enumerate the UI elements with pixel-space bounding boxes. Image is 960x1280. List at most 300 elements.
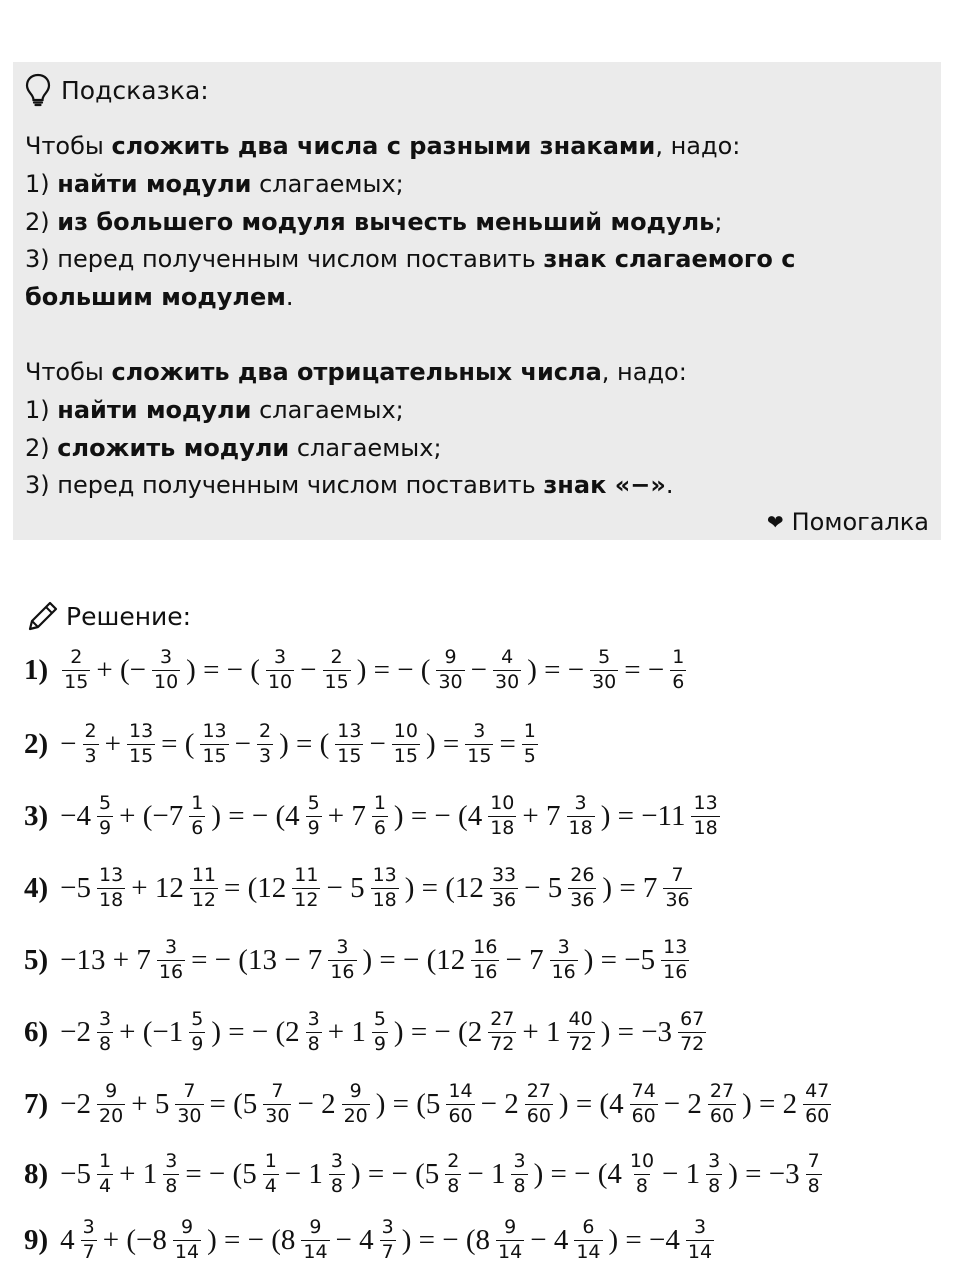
- fraction: [691, 794, 719, 839]
- numerator: 3: [165, 1150, 178, 1172]
- math-text: − 1: [467, 1157, 506, 1190]
- plain-text: , надо:: [601, 357, 687, 386]
- fraction: [97, 1082, 125, 1127]
- math-text: ) = − (4: [393, 799, 483, 832]
- math-text: = (5: [209, 1087, 258, 1120]
- solution-line: [24, 1218, 718, 1263]
- plain-text: слагаемых;: [251, 169, 404, 198]
- numerator: 3: [307, 1008, 320, 1030]
- denominator: 15: [64, 670, 89, 693]
- math-text: ) = 2: [742, 1087, 798, 1120]
- fraction: [257, 722, 273, 767]
- hint-title: Подсказка:: [61, 75, 209, 105]
- fraction: [372, 1010, 388, 1055]
- math-text: + (−1: [119, 1015, 184, 1048]
- fraction: [97, 866, 125, 911]
- denominator: 60: [805, 1104, 830, 1127]
- numerator: 1: [99, 1150, 112, 1172]
- denominator: 30: [438, 670, 463, 693]
- numerator: 3: [164, 936, 178, 958]
- numerator: 7: [271, 1080, 284, 1102]
- math-text: ) = −5: [583, 943, 656, 976]
- math-text: ) = − (2: [393, 1015, 483, 1048]
- denominator: 4: [99, 1174, 112, 1197]
- denominator: 15: [202, 744, 227, 767]
- fraction: [706, 1152, 722, 1197]
- line-number: 6): [24, 1015, 49, 1048]
- math-text: ) = − (8: [207, 1223, 296, 1256]
- denominator: 8: [635, 1174, 648, 1197]
- numerator: 9: [444, 646, 457, 668]
- fraction: [471, 938, 499, 983]
- math-text: ) = − (: [186, 653, 260, 686]
- line-number: 1): [24, 653, 49, 686]
- plain-text: , надо:: [655, 132, 741, 160]
- solution-line: [24, 648, 690, 693]
- math-text: =: [499, 727, 516, 760]
- fraction: [488, 1010, 516, 1055]
- fraction: [568, 866, 596, 911]
- math-text: −: [234, 727, 251, 760]
- fraction: [342, 1082, 370, 1127]
- math-text: ) = (4: [558, 1087, 624, 1120]
- brand-label: [767, 508, 929, 536]
- line-number: 3): [24, 799, 49, 832]
- numerator: 3: [708, 1150, 721, 1172]
- fraction: [329, 1152, 345, 1197]
- fraction: [173, 1218, 201, 1263]
- numerator: 13: [693, 792, 718, 814]
- denominator: 6: [672, 670, 685, 693]
- math-text: − 1: [662, 1157, 701, 1190]
- math-text: = − (13 − 7: [191, 943, 323, 976]
- math-text: − 2: [663, 1087, 702, 1120]
- rule-line: [25, 241, 929, 317]
- numerator: 2: [447, 1150, 460, 1172]
- math-text: ) = − (8: [401, 1223, 491, 1256]
- denominator: 72: [568, 1032, 593, 1055]
- denominator: 15: [337, 744, 362, 767]
- rule-negative-numbers: [25, 354, 929, 505]
- numerator: 1: [191, 792, 204, 814]
- math-text: ) = − (4: [211, 799, 300, 832]
- denominator: 20: [343, 1104, 368, 1127]
- fraction: [496, 1218, 524, 1263]
- plain-text: слагаемых;: [289, 433, 442, 462]
- math-text: −: [60, 727, 77, 760]
- fraction: [200, 722, 228, 767]
- solution-title: Решение:: [66, 601, 192, 631]
- math-text: = − (5: [185, 1157, 257, 1190]
- plain-text: 3) перед полученным числом поставить: [25, 471, 544, 500]
- fraction: [525, 1082, 553, 1127]
- solution-line: [24, 1082, 835, 1127]
- fraction: [97, 1152, 113, 1197]
- fraction: [446, 1082, 474, 1127]
- fraction: [306, 1010, 322, 1055]
- numerator: 13: [202, 720, 227, 742]
- denominator: 18: [693, 816, 718, 839]
- fraction: [301, 1218, 329, 1263]
- math-text: − 7: [505, 943, 544, 976]
- denominator: 16: [473, 960, 498, 983]
- numerator: 27: [490, 1008, 515, 1030]
- denominator: 16: [330, 960, 355, 983]
- solution-header: [26, 596, 191, 636]
- math-text: = −: [624, 653, 665, 686]
- numerator: 9: [180, 1216, 194, 1238]
- denominator: 5: [523, 744, 536, 767]
- numerator: 74: [631, 1080, 656, 1102]
- rule-line: [25, 430, 929, 468]
- brand-name: Помогалка: [791, 508, 929, 536]
- fraction: [323, 648, 351, 693]
- denominator: 8: [447, 1174, 460, 1197]
- fraction: [392, 722, 420, 767]
- bold-text: знак слагаемого с большим модулем: [25, 245, 796, 312]
- numerator: 13: [128, 720, 154, 742]
- numerator: 26: [570, 864, 595, 886]
- fraction: [663, 866, 691, 911]
- math-text: −5: [60, 1157, 92, 1190]
- numerator: 10: [393, 720, 418, 742]
- rule-line: [25, 204, 929, 242]
- rule-line: [25, 392, 929, 430]
- fraction: [445, 1152, 461, 1197]
- denominator: 30: [265, 1104, 290, 1127]
- numerator: 3: [330, 1150, 343, 1172]
- fraction: [189, 1010, 205, 1055]
- solution-line: [24, 938, 693, 983]
- plain-text: 2): [25, 207, 58, 236]
- fraction: [686, 1218, 714, 1263]
- fraction: [127, 722, 155, 767]
- bold-text: сложить два числа с разными знаками: [111, 132, 656, 160]
- numerator: 4: [501, 646, 514, 668]
- numerator: 6: [582, 1216, 595, 1238]
- fraction: [803, 1082, 831, 1127]
- math-text: −: [300, 653, 317, 686]
- bold-text: найти модули: [57, 395, 252, 424]
- rule-line: [25, 467, 929, 505]
- numerator: 9: [105, 1080, 118, 1102]
- hint-header: [25, 68, 929, 112]
- math-text: = (12: [224, 871, 287, 904]
- denominator: 72: [680, 1032, 705, 1055]
- math-text: +: [104, 727, 121, 760]
- numerator: 2: [330, 646, 343, 668]
- math-text: ) = −3: [728, 1157, 800, 1190]
- math-text: + 1: [522, 1015, 561, 1048]
- fraction: [708, 1082, 736, 1127]
- math-text: ) =: [425, 727, 460, 760]
- denominator: 4: [264, 1174, 277, 1197]
- denominator: 6: [373, 816, 386, 839]
- math-text: + 7: [327, 799, 366, 832]
- math-text: ) = −3: [600, 1015, 673, 1048]
- fraction: [306, 794, 322, 839]
- fraction: [81, 1218, 97, 1263]
- numerator: 3: [160, 646, 173, 668]
- bold-text: из большего модуля вычесть меньший модуль: [57, 207, 715, 236]
- numerator: 5: [307, 792, 320, 814]
- math-text: − 2: [480, 1087, 519, 1120]
- plain-text: 1): [25, 395, 58, 424]
- denominator: 8: [330, 1174, 343, 1197]
- numerator: 5: [598, 646, 611, 668]
- math-text: ) = (12: [404, 871, 484, 904]
- math-text: + 12: [131, 871, 184, 904]
- fraction: [152, 648, 180, 693]
- denominator: 15: [393, 744, 418, 767]
- numerator: 5: [99, 792, 112, 814]
- math-text: −: [369, 727, 386, 760]
- math-text: + (−8: [102, 1223, 167, 1256]
- denominator: 60: [631, 1104, 656, 1127]
- numerator: 7: [671, 864, 684, 886]
- numerator: 13: [337, 720, 362, 742]
- fraction: [371, 866, 399, 911]
- heart-icon: ❤: [766, 510, 784, 534]
- fraction: [189, 794, 205, 839]
- fraction: [97, 1010, 113, 1055]
- denominator: 30: [177, 1104, 202, 1127]
- bold-text: найти модули: [57, 169, 252, 198]
- numerator: 3: [513, 1150, 526, 1172]
- fraction: [157, 938, 185, 983]
- denominator: 3: [84, 744, 97, 767]
- numerator: 3: [574, 792, 587, 814]
- fraction: [522, 722, 538, 767]
- denominator: 20: [99, 1104, 124, 1127]
- plain-text: слагаемых;: [251, 395, 404, 424]
- numerator: 16: [473, 936, 498, 958]
- bold-text: знак «−»: [543, 471, 666, 500]
- math-text: −2: [60, 1015, 92, 1048]
- denominator: 9: [191, 1032, 204, 1055]
- plain-text: ;: [714, 207, 723, 236]
- bold-text: сложить модули: [57, 433, 290, 462]
- solution-line: [24, 1152, 826, 1197]
- math-text: + (−: [96, 653, 146, 686]
- math-text: − 4: [530, 1223, 569, 1256]
- denominator: 12: [294, 888, 319, 911]
- solution-line: [24, 1010, 710, 1055]
- numerator: 5: [373, 1008, 386, 1030]
- plain-text: .: [665, 471, 674, 500]
- denominator: 9: [307, 816, 320, 839]
- denominator: 8: [99, 1032, 112, 1055]
- pencil-icon: [26, 599, 60, 633]
- denominator: 16: [158, 960, 184, 983]
- math-text: ) = − (2: [211, 1015, 300, 1048]
- fraction: [163, 1152, 179, 1197]
- math-text: −2: [60, 1087, 92, 1120]
- denominator: 9: [373, 1032, 386, 1055]
- numerator: 47: [805, 1080, 830, 1102]
- numerator: 10: [490, 792, 515, 814]
- math-text: − 2: [297, 1087, 336, 1120]
- denominator: 7: [381, 1240, 394, 1263]
- math-text: − 1: [284, 1157, 323, 1190]
- numerator: 27: [709, 1080, 735, 1102]
- plain-text: 2): [25, 433, 58, 462]
- fraction: [567, 1010, 595, 1055]
- math-text: ) = − (4: [533, 1157, 622, 1190]
- fraction: [628, 1152, 656, 1197]
- denominator: 15: [467, 744, 492, 767]
- rule-line: [25, 128, 929, 166]
- fraction: [263, 1152, 279, 1197]
- denominator: 60: [448, 1104, 473, 1127]
- fraction: [83, 722, 99, 767]
- fraction: [62, 648, 90, 693]
- numerator: 14: [448, 1080, 473, 1102]
- fraction: [488, 794, 516, 839]
- numerator: 7: [807, 1150, 820, 1172]
- denominator: 12: [191, 888, 217, 911]
- numerator: 3: [381, 1216, 394, 1238]
- denominator: 14: [498, 1240, 523, 1263]
- denominator: 18: [490, 816, 515, 839]
- numerator: 3: [274, 646, 287, 668]
- fraction: [511, 1152, 527, 1197]
- fraction: [97, 794, 113, 839]
- line-number: 4): [24, 871, 49, 904]
- math-text: − 5: [326, 871, 365, 904]
- fraction: [567, 794, 595, 839]
- math-text: = (: [161, 727, 195, 760]
- fraction: [335, 722, 363, 767]
- denominator: 72: [490, 1032, 515, 1055]
- denominator: 3: [258, 744, 272, 767]
- numerator: 2: [70, 646, 83, 668]
- denominator: 18: [568, 816, 593, 839]
- denominator: 18: [372, 888, 397, 911]
- fraction: [670, 648, 686, 693]
- math-text: ) = − (12: [362, 943, 466, 976]
- math-text: − 5: [524, 871, 563, 904]
- fraction: [574, 1218, 602, 1263]
- fraction: [490, 866, 518, 911]
- math-text: 4: [60, 1223, 75, 1256]
- numerator: 1: [373, 792, 386, 814]
- fraction: [465, 722, 493, 767]
- hint-box: [13, 62, 941, 540]
- math-text: ) = 7: [602, 871, 658, 904]
- fraction: [590, 648, 618, 693]
- numerator: 9: [309, 1216, 322, 1238]
- numerator: 3: [473, 720, 486, 742]
- numerator: 11: [191, 864, 217, 886]
- fraction: [328, 938, 356, 983]
- denominator: 8: [307, 1032, 320, 1055]
- numerator: 3: [693, 1216, 707, 1238]
- fraction: [380, 1218, 396, 1263]
- math-text: + 1: [119, 1157, 158, 1190]
- numerator: 27: [526, 1080, 551, 1102]
- denominator: 14: [687, 1240, 713, 1263]
- numerator: 7: [183, 1080, 196, 1102]
- line-number: 7): [24, 1087, 49, 1120]
- numerator: 13: [663, 936, 688, 958]
- denominator: 15: [324, 670, 349, 693]
- denominator: 8: [513, 1174, 526, 1197]
- numerator: 2: [258, 720, 272, 742]
- denominator: 7: [82, 1240, 95, 1263]
- math-text: −4: [60, 799, 92, 832]
- fraction: [436, 648, 464, 693]
- denominator: 60: [526, 1104, 551, 1127]
- plain-text: Чтобы: [25, 132, 112, 160]
- denominator: 15: [128, 744, 154, 767]
- denominator: 30: [592, 670, 617, 693]
- plain-text: .: [285, 283, 294, 312]
- numerator: 9: [349, 1080, 362, 1102]
- plain-text: Чтобы: [25, 357, 112, 386]
- numerator: 13: [372, 864, 397, 886]
- math-text: ) = −11: [600, 799, 686, 832]
- math-text: + 5: [131, 1087, 170, 1120]
- fraction: [263, 1082, 291, 1127]
- numerator: 3: [99, 1008, 112, 1030]
- fraction: [266, 648, 294, 693]
- line-number: 2): [24, 727, 49, 760]
- fraction: [372, 794, 388, 839]
- denominator: 16: [551, 960, 576, 983]
- numerator: 11: [294, 864, 319, 886]
- denominator: 10: [267, 670, 293, 693]
- math-text: −: [470, 653, 488, 686]
- numerator: 40: [568, 1008, 593, 1030]
- numerator: 3: [336, 936, 349, 958]
- plain-text: 3) перед полученным числом поставить: [25, 245, 544, 274]
- fraction: [678, 1010, 706, 1055]
- plain-text: 1): [25, 169, 58, 198]
- denominator: 8: [708, 1174, 721, 1197]
- math-text: ) = (5: [375, 1087, 441, 1120]
- denominator: 36: [570, 888, 595, 911]
- numerator: 67: [680, 1008, 705, 1030]
- denominator: 36: [665, 888, 690, 911]
- numerator: 1: [523, 720, 536, 742]
- denominator: 6: [191, 816, 204, 839]
- denominator: 30: [495, 670, 520, 693]
- fraction: [292, 866, 320, 911]
- numerator: 2: [84, 720, 97, 742]
- denominator: 9: [99, 816, 112, 839]
- bold-text: сложить два отрицательных числа: [111, 357, 602, 386]
- rule-line: [25, 354, 929, 392]
- line-number: 8): [24, 1157, 49, 1190]
- denominator: 14: [303, 1240, 328, 1263]
- numerator: 9: [504, 1216, 517, 1238]
- math-text: ) = − (: [356, 653, 431, 686]
- denominator: 36: [491, 888, 517, 911]
- fraction: [630, 1082, 658, 1127]
- denominator: 16: [663, 960, 688, 983]
- numerator: 1: [264, 1150, 277, 1172]
- denominator: 8: [807, 1174, 820, 1197]
- denominator: 14: [576, 1240, 601, 1263]
- denominator: 10: [153, 670, 179, 693]
- numerator: 33: [491, 864, 517, 886]
- denominator: 8: [165, 1174, 178, 1197]
- fraction: [175, 1082, 203, 1127]
- math-text: + (−7: [119, 799, 184, 832]
- fraction: [806, 1152, 822, 1197]
- lightbulb-icon: [25, 73, 51, 107]
